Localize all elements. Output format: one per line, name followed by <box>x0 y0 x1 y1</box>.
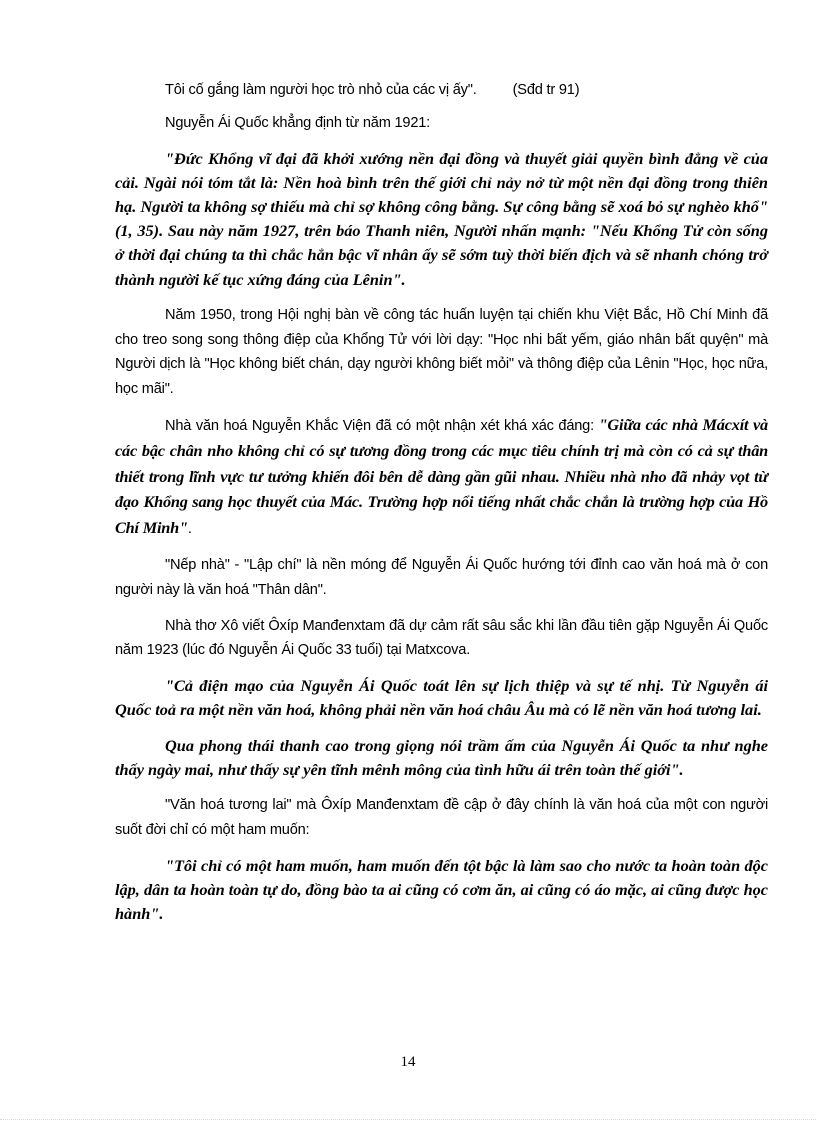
paragraph-ho-chi-minh-wish: "Tôi chỉ có một ham muốn, ham muốn đến tột bậc là làm sao cho nước ta hoàn toàn độc lập, dân ta hoàn toàn tự do, đồng bào ta ai cũng có cơm ăn, ai cũng có áo mặc, ai cũng được học hành". <box>115 855 768 923</box>
paragraph-nguyen-khac-vien <box>115 413 768 542</box>
paragraph-student-quote <box>115 78 768 103</box>
citation: (Sđd tr 91) <box>512 82 580 98</box>
footer-divider <box>0 1119 816 1120</box>
quote-ending: Tôi cố gắng làm người học trò nhỏ của các vị ấy". <box>165 82 477 98</box>
page-number: 14 <box>400 1054 416 1070</box>
paragraph-mandelstam-quote-2: Qua phong thái thanh cao trong giọng nói trầm ấm của Nguyễn Ái Quốc ta như nghe thấy ngày mai, như thấy sự yên tĩnh mênh mông của tình hữu ái trên toàn thế giới". <box>115 735 768 779</box>
paragraph-1950-conference: Năm 1950, trong Hội nghị bàn về công tác huấn luyện tại chiến khu Việt Bắc, Hồ Chí Minh đã cho treo song song thông điệp của Khổng Tử với lời dạy: "Học nhi bất yếm, giáo nhân bất quyện" mà Người dịch là "Học không biết chán, dạy người không biết mỏi" và thông điệp của Lênin "Học, học nữa, học mãi". <box>115 306 768 398</box>
paragraph-lead-in: Nhà văn hoá Nguyễn Khắc Viện đã có một nhận xét khá xác đáng: <box>165 418 599 434</box>
paragraph-nep-nha: "Nếp nhà" - "Lập chí" là nền móng để Nguyễn Ái Quốc hướng tới đỉnh cao văn hoá mà ở con người này là văn hoá "Thân dân". <box>115 556 768 598</box>
paragraph-mandelstam-intro: Nhà thơ Xô viết Ôxíp Manđenxtam đã dự cảm rất sâu sắc khi lần đầu tiên gặp Nguyễn Ái Quốc năm 1923 (lúc đó Nguyễn Ái Quốc 33 tuổi) tại Matxcova. <box>115 617 768 659</box>
paragraph-future-culture: "Văn hoá tương lai" mà Ôxíp Manđenxtam đề cập ở đây chính là văn hoá của một con người suốt đời chỉ có một ham muốn: <box>115 796 768 838</box>
paragraph-intro-1921: Nguyễn Ái Quốc khẳng định từ năm 1921: <box>165 114 431 131</box>
emphasized-quote: "Giữa các nhà Mácxít và các bậc chân nho không chỉ có sự tương đồng trong các mục tiêu chính trị mà còn có cả sự thân thiết trong lĩnh vực tư tưởng khiến đôi bên dễ dàng gần gũi nhau. Nhiều nhà nho đã nhảy vọt từ đạo Khổng sang học thuyết của Mác. Trường hợp nổi tiếng nhất chắc chắn là trường hợp của Hồ Chí Minh" <box>115 415 768 538</box>
paragraph-end-period: . <box>187 521 192 538</box>
page-body <box>115 78 768 926</box>
paragraph-confucius-quote: "Đức Khổng vĩ đại đã khởi xướng nền đại đồng và thuyết giải quyền bình đẳng về của cải. Ngài nói tóm tắt là: Nền hoà bình trên thế giới chỉ nảy nở từ một nền đại đồng trong thiên hạ. Người ta không sợ thiếu mà chỉ sợ không công bằng. Sự công bằng sẽ xoá bỏ sự nghèo khổ" (1, 35). Sau này năm 1927, trên báo Thanh niên, Người nhấn mạnh: "Nếu Khổng Tử còn sống ở thời đại chúng ta thì chắc hẳn bậc vĩ nhân ấy sẽ sớm tuỳ thời biến địch và sẽ nhanh chóng trở thành người kế tục xứng đáng của Lênin". <box>115 148 768 289</box>
paragraph-mandelstam-quote-1: "Cả điện mạo của Nguyễn Ái Quốc toát lên sự lịch thiệp và sự tế nhị. Từ Nguyễn ái Quốc toả ra một nền văn hoá, không phải nền văn hoá châu Âu mà có lẽ nền văn hoá tương lai. <box>115 676 768 720</box>
